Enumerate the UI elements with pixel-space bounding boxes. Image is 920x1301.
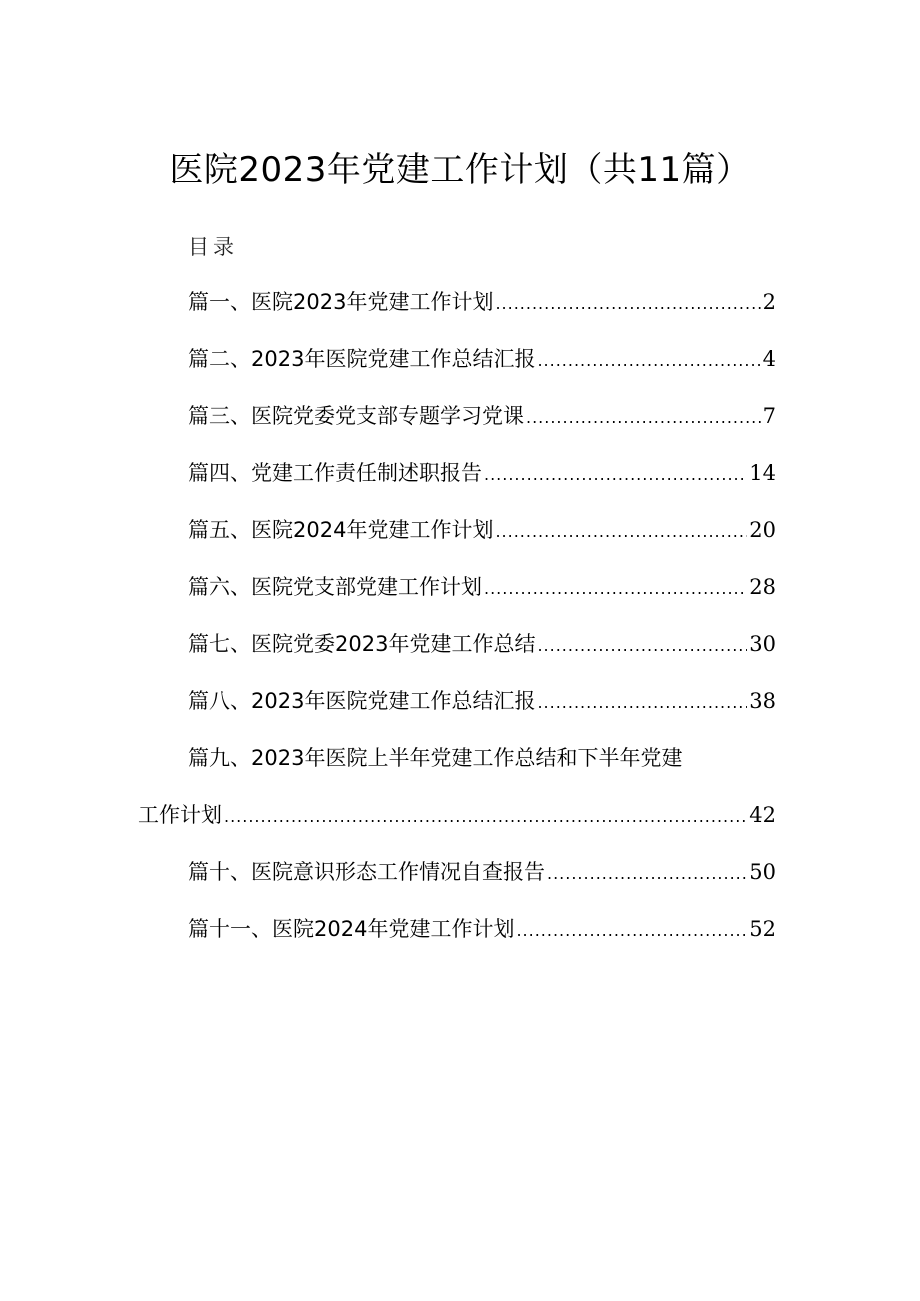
toc-entry-page: 20 [749, 518, 776, 542]
toc-entry-7[interactable] [188, 629, 776, 661]
toc-dot-leader [537, 688, 747, 718]
toc-entry-page: 50 [749, 860, 776, 884]
toc-entry-page: 28 [749, 575, 776, 599]
toc-entry-label: 篇五、医院2024年党建工作计划 [188, 518, 494, 542]
toc-entry-1[interactable] [188, 287, 776, 319]
toc-dot-leader [537, 346, 760, 376]
toc-entry-label: 篇八、2023年医院党建工作总结汇报 [188, 689, 536, 713]
toc-entry-label: 篇六、医院党支部党建工作计划 [188, 575, 482, 599]
toc-dot-leader [224, 802, 747, 832]
toc-dot-leader [484, 574, 747, 604]
toc-entry-page: 7 [762, 404, 776, 428]
toc-entry-4[interactable] [188, 458, 776, 490]
toc-entry-3[interactable] [188, 401, 776, 433]
toc-dot-leader [495, 517, 747, 547]
toc-entry-5[interactable] [188, 515, 776, 547]
toc-entry-page: 30 [749, 632, 776, 656]
toc-entry-10[interactable] [188, 857, 776, 889]
toc-entry-page: 2 [762, 290, 776, 314]
toc-entry-9-line-2[interactable] [138, 800, 776, 832]
toc-entry-2[interactable] [188, 344, 776, 376]
toc-entry-label: 篇十、医院意识形态工作情况自查报告 [188, 860, 545, 884]
toc-entry-9-line-1[interactable]: 篇九、2023年医院上半年党建工作总结和下半年党建 [188, 746, 683, 770]
toc-dot-leader [484, 460, 747, 490]
toc-heading: 目录 [188, 235, 238, 259]
toc-entry-page: 52 [749, 917, 776, 941]
toc-entry-6[interactable] [188, 572, 776, 604]
toc-entry-label: 篇一、医院2023年党建工作计划 [188, 290, 494, 314]
toc-dot-leader [516, 916, 747, 946]
document-title: 医院2023年党建工作计划（共11篇） [169, 150, 751, 190]
toc-dot-leader [526, 403, 761, 433]
toc-entry-page: 42 [749, 803, 776, 827]
toc-dot-leader [547, 859, 747, 889]
toc-entry-page: 38 [749, 689, 776, 713]
toc-dot-leader [537, 631, 747, 661]
toc-entry-label: 篇三、医院党委党支部专题学习党课 [188, 404, 524, 428]
toc-entry-label: 篇二、2023年医院党建工作总结汇报 [188, 347, 536, 371]
toc-entry-11[interactable] [188, 914, 776, 946]
toc-entry-label: 篇十一、医院2024年党建工作计划 [188, 917, 515, 941]
toc-entry-label: 工作计划 [138, 803, 222, 827]
toc-dot-leader [495, 289, 760, 319]
toc-entry-page: 14 [749, 461, 776, 485]
toc-entry-label: 篇七、医院党委2023年党建工作总结 [188, 632, 536, 656]
toc-entry-page: 4 [762, 347, 776, 371]
toc-entry-8[interactable] [188, 686, 776, 718]
toc-entry-label: 篇四、党建工作责任制述职报告 [188, 461, 482, 485]
